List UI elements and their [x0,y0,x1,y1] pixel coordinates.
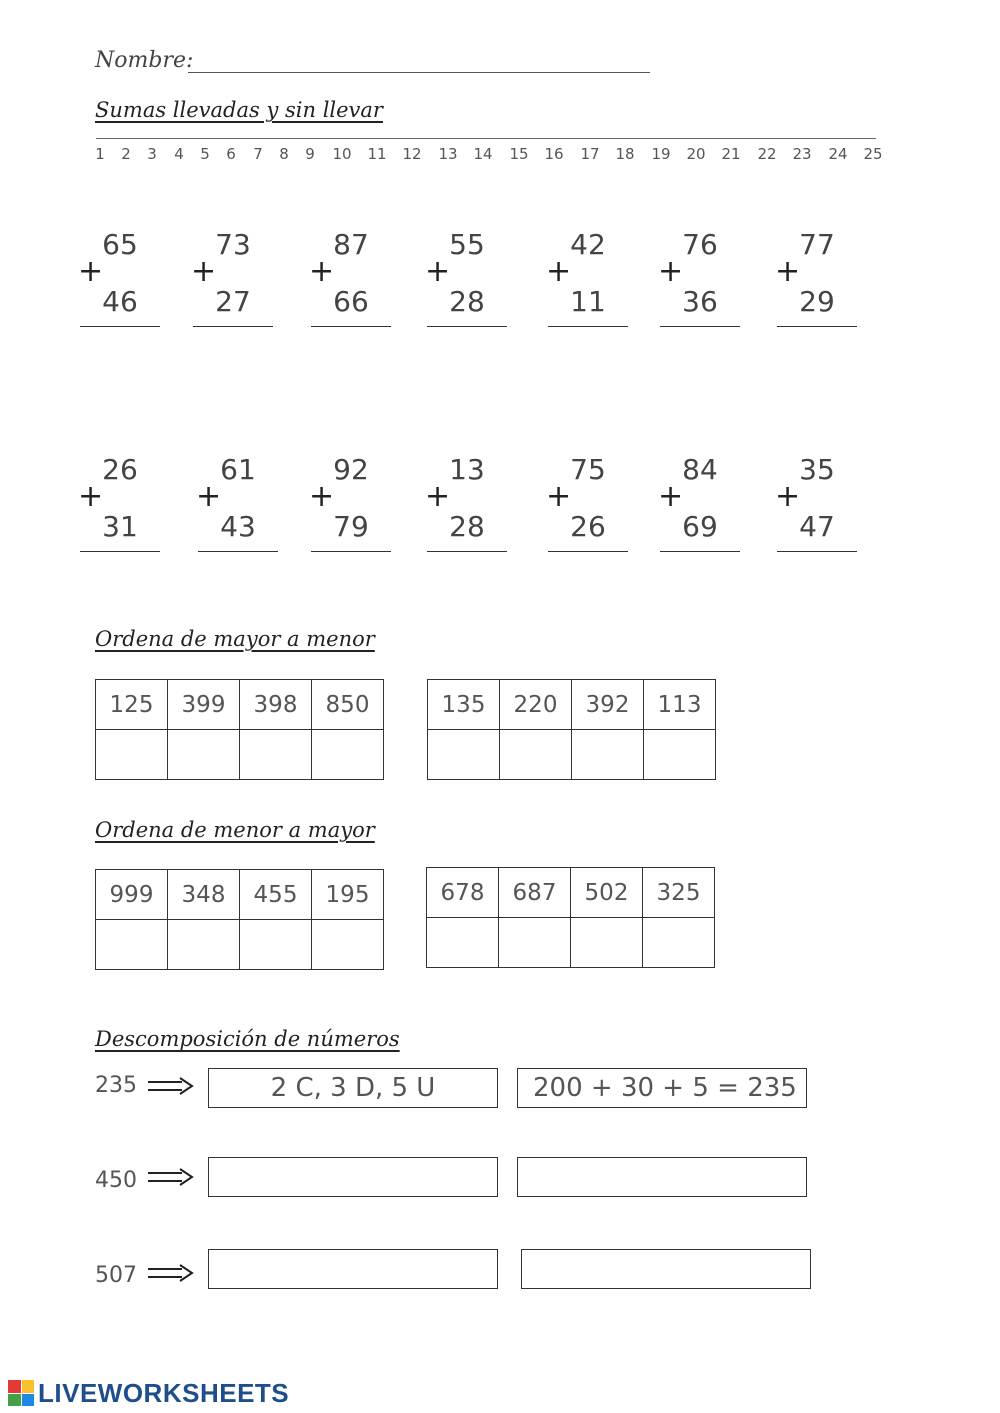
order-asc-table-2 [426,867,715,968]
addition-problem[interactable] [777,453,859,563]
answer-cell[interactable] [240,730,312,780]
addition-problem[interactable] [311,453,393,563]
plus-sign: + [191,254,217,289]
answer-cell[interactable] [96,920,168,970]
order-desc-table-2 [427,679,716,780]
answer-cell[interactable] [168,730,240,780]
answer-cell[interactable] [312,730,384,780]
addition-problem[interactable] [660,228,742,338]
answer-line[interactable] [198,551,278,552]
answer-line[interactable] [311,551,391,552]
ruler-number: 11 [367,145,387,163]
decomp-number: 450 [95,1168,137,1193]
ruler-number: 9 [305,145,315,163]
addend-bottom: 69 [682,510,718,543]
ruler-number: 25 [863,145,883,163]
decomp-units-box[interactable] [208,1249,498,1289]
plus-sign: + [546,254,572,289]
addend-top: 87 [333,228,369,261]
addition-problem[interactable] [198,453,280,563]
ruler-number: 16 [544,145,564,163]
number-cell: 135 [428,680,500,730]
addend-bottom: 36 [682,285,718,318]
name-field-line[interactable] [188,72,650,73]
decomp-sum-box[interactable] [517,1157,807,1197]
addend-bottom: 46 [102,285,138,318]
ruler-number: 5 [200,145,210,163]
number-ruler-line [96,138,876,139]
addend-top: 92 [333,453,369,486]
logo-squares-icon [8,1380,34,1406]
addend-bottom: 66 [333,285,369,318]
number-cell: 399 [168,680,240,730]
logo-square [8,1380,21,1393]
number-cell: 195 [312,870,384,920]
ruler-number: 4 [174,145,184,163]
answer-line[interactable] [193,326,273,327]
decomp-sum-box[interactable] [521,1249,811,1289]
number-cell: 687 [499,868,571,918]
number-cell: 113 [644,680,716,730]
answer-cell[interactable] [168,920,240,970]
addend-top: 65 [102,228,138,261]
answer-cell[interactable] [644,730,716,780]
answer-cell[interactable] [428,730,500,780]
number-cell: 455 [240,870,312,920]
ruler-number: 2 [121,145,131,163]
order-desc-table-1 [95,679,384,780]
ruler-number: 19 [651,145,671,163]
addition-problem[interactable] [548,453,630,563]
double-arrow-icon [146,1263,194,1283]
addition-problem[interactable] [193,228,275,338]
addend-top: 13 [449,453,485,486]
plus-sign: + [78,479,104,514]
brand-name: LIVEWORKSHEETS [38,1377,290,1408]
addend-bottom: 43 [220,510,256,543]
order-asc-table-1 [95,869,384,970]
addend-bottom: 31 [102,510,138,543]
addition-problem[interactable] [80,453,162,563]
section-title-decomposition: Descomposición de números [95,1027,400,1051]
plus-sign: + [775,479,801,514]
addition-problem[interactable] [427,228,509,338]
plus-sign: + [425,254,451,289]
plus-sign: + [658,254,684,289]
number-cell: 348 [168,870,240,920]
answer-cell[interactable] [499,918,571,968]
ruler-number: 3 [147,145,157,163]
section-title-order-desc: Ordena de mayor a menor [95,627,375,651]
ruler-number: 15 [509,145,529,163]
number-cell: 850 [312,680,384,730]
addend-top: 55 [449,228,485,261]
addition-problem[interactable] [548,228,630,338]
plus-sign: + [775,254,801,289]
answer-cell[interactable] [240,920,312,970]
plus-sign: + [425,479,451,514]
number-cell: 325 [643,868,715,918]
answer-cell[interactable] [643,918,715,968]
addition-problem[interactable] [427,453,509,563]
number-cell: 502 [571,868,643,918]
number-cell: 392 [572,680,644,730]
answer-line[interactable] [777,551,857,552]
answer-cell[interactable] [500,730,572,780]
addend-bottom: 11 [570,285,606,318]
addend-top: 76 [682,228,718,261]
ruler-number: 1 [95,145,105,163]
ruler-number: 21 [721,145,741,163]
number-cell: 678 [427,868,499,918]
answer-cell[interactable] [572,730,644,780]
decomp-sum-box[interactable]: 200 + 30 + 5 = 235 [517,1068,807,1108]
decomp-number: 507 [95,1263,137,1288]
answer-line[interactable] [548,326,628,327]
answer-cell[interactable] [312,920,384,970]
ruler-number: 20 [686,145,706,163]
ruler-number: 6 [226,145,236,163]
number-cell: 220 [500,680,572,730]
plus-sign: + [546,479,572,514]
ruler-number: 8 [279,145,289,163]
plus-sign: + [196,479,222,514]
plus-sign: + [658,479,684,514]
answer-line[interactable] [427,326,507,327]
addition-problem[interactable] [777,228,859,338]
addend-bottom: 47 [799,510,835,543]
answer-line[interactable] [427,551,507,552]
addend-bottom: 79 [333,510,369,543]
ruler-number: 10 [332,145,352,163]
answer-line[interactable] [311,326,391,327]
addend-top: 35 [799,453,835,486]
section-title-sums: Sumas llevadas y sin llevar [95,98,383,122]
ruler-number: 7 [253,145,263,163]
answer-cell[interactable] [427,918,499,968]
double-arrow-icon [146,1076,194,1096]
answer-line[interactable] [660,326,740,327]
plus-sign: + [78,254,104,289]
addend-bottom: 26 [570,510,606,543]
logo-square [22,1380,35,1393]
number-cell: 999 [96,870,168,920]
addend-top: 26 [102,453,138,486]
number-cell: 125 [96,680,168,730]
answer-line[interactable] [80,326,160,327]
section-title-order-asc: Ordena de menor a mayor [95,818,375,842]
logo-square [22,1394,35,1407]
answer-line[interactable] [548,551,628,552]
double-arrow-icon [146,1167,194,1187]
number-cell: 398 [240,680,312,730]
addition-problem[interactable] [80,228,162,338]
ruler-number: 17 [580,145,600,163]
answer-line[interactable] [660,551,740,552]
decomp-units-box[interactable]: 2 C, 3 D, 5 U [208,1068,498,1108]
addend-bottom: 28 [449,285,485,318]
addend-bottom: 29 [799,285,835,318]
ruler-number: 13 [438,145,458,163]
ruler-number: 14 [473,145,493,163]
answer-cell[interactable] [96,730,168,780]
answer-line[interactable] [80,551,160,552]
ruler-number: 22 [757,145,777,163]
name-label: Nombre: [95,48,194,73]
plus-sign: + [309,479,335,514]
ruler-number: 18 [615,145,635,163]
ruler-number: 23 [792,145,812,163]
addend-bottom: 27 [215,285,251,318]
addend-top: 42 [570,228,606,261]
liveworksheets-logo[interactable] [8,1378,289,1408]
plus-sign: + [309,254,335,289]
addend-top: 61 [220,453,256,486]
logo-square [8,1394,21,1407]
addition-problem[interactable] [660,453,742,563]
ruler-number: 12 [402,145,422,163]
addend-top: 75 [570,453,606,486]
addend-top: 73 [215,228,251,261]
ruler-number: 24 [828,145,848,163]
addend-top: 84 [682,453,718,486]
addition-problem[interactable] [311,228,393,338]
addend-top: 77 [799,228,835,261]
answer-cell[interactable] [571,918,643,968]
decomp-number: 235 [95,1073,137,1098]
addend-bottom: 28 [449,510,485,543]
answer-line[interactable] [777,326,857,327]
decomp-units-box[interactable] [208,1157,498,1197]
